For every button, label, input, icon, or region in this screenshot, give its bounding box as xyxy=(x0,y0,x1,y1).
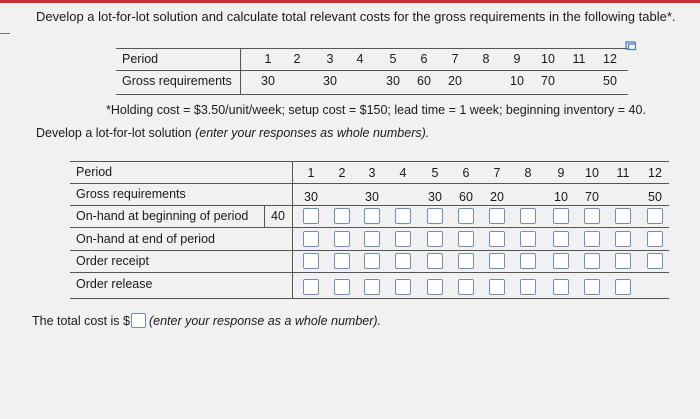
given-period-10: 10 xyxy=(541,52,555,66)
cost-note: *Holding cost = $3.50/unit/week; setup cost = $150; lead time = 1 week; beginning inventory = 40. xyxy=(106,103,646,117)
beginning-inventory-value: 40 xyxy=(271,209,285,223)
given-period-9: 9 xyxy=(513,52,521,66)
on-hand-end-input-9[interactable] xyxy=(553,231,569,247)
answer-period-2: 2 xyxy=(338,166,346,180)
total-cost-line: The total cost is $ (enter your response as a whole number). xyxy=(32,313,382,328)
on-hand-end-input-12[interactable] xyxy=(647,231,663,247)
answer-period-7: 7 xyxy=(493,166,501,180)
on-hand-begin-input-4[interactable] xyxy=(395,208,411,224)
row-label-on-hand-begin: On-hand at beginning of period xyxy=(76,209,249,223)
answer-period-6: 6 xyxy=(462,166,470,180)
answer-gross-1: 30 xyxy=(304,190,318,204)
given-period-4: 4 xyxy=(356,52,364,66)
order-receipt-input-5[interactable] xyxy=(427,253,443,269)
given-period-11: 11 xyxy=(572,52,586,66)
given-gross-7: 20 xyxy=(448,74,462,88)
answer-period-12: 12 xyxy=(648,166,662,180)
given-gross-12: 50 xyxy=(603,74,617,88)
given-gross-9: 10 xyxy=(510,74,524,88)
on-hand-begin-input-9[interactable] xyxy=(553,208,569,224)
given-gross-3: 30 xyxy=(323,74,337,88)
given-gross-label: Gross requirements xyxy=(122,74,232,88)
on-hand-end-input-1[interactable] xyxy=(303,231,319,247)
instruction: Develop a lot-for-lot solution (enter your responses as whole numbers). xyxy=(36,126,430,140)
on-hand-begin-input-10[interactable] xyxy=(584,208,600,224)
on-hand-begin-input-7[interactable] xyxy=(489,208,505,224)
answer-period-8: 8 xyxy=(524,166,532,180)
given-period-7: 7 xyxy=(451,52,459,66)
row-label-period: Period xyxy=(76,165,113,179)
given-gross-5: 30 xyxy=(386,74,400,88)
on-hand-begin-input-8[interactable] xyxy=(520,208,536,224)
row-label-gross: Gross requirements xyxy=(76,187,186,201)
order-receipt-input-2[interactable] xyxy=(334,253,350,269)
order-receipt-input-8[interactable] xyxy=(520,253,536,269)
order-receipt-input-4[interactable] xyxy=(395,253,411,269)
answer-period-9: 9 xyxy=(557,166,565,180)
on-hand-end-input-3[interactable] xyxy=(364,231,380,247)
on-hand-begin-input-3[interactable] xyxy=(364,208,380,224)
top-accent-bar xyxy=(0,0,700,3)
answer-period-5: 5 xyxy=(431,166,439,180)
order-release-input-6[interactable] xyxy=(458,279,474,295)
answer-period-1: 1 xyxy=(307,166,315,180)
given-period-8: 8 xyxy=(482,52,490,66)
side-dash xyxy=(0,33,10,34)
order-release-input-7[interactable] xyxy=(489,279,505,295)
copy-table-icon[interactable] xyxy=(625,41,637,51)
on-hand-begin-input-12[interactable] xyxy=(647,208,663,224)
on-hand-end-input-6[interactable] xyxy=(458,231,474,247)
given-period-12: 12 xyxy=(603,52,617,66)
given-period-6: 6 xyxy=(420,52,428,66)
order-release-input-9[interactable] xyxy=(553,279,569,295)
answer-gross-7: 20 xyxy=(490,190,504,204)
given-gross-1: 30 xyxy=(261,74,275,88)
given-period-3: 3 xyxy=(326,52,334,66)
problem-title: Develop a lot-for-lot solution and calculate total relevant costs for the gross requirements in the following table*. xyxy=(36,9,676,24)
on-hand-end-input-4[interactable] xyxy=(395,231,411,247)
given-gross-6: 60 xyxy=(417,74,431,88)
given-period-5: 5 xyxy=(389,52,397,66)
on-hand-end-input-8[interactable] xyxy=(520,231,536,247)
order-receipt-input-6[interactable] xyxy=(458,253,474,269)
answer-gross-5: 30 xyxy=(428,190,442,204)
answer-gross-12: 50 xyxy=(648,190,662,204)
row-label-order-release: Order release xyxy=(76,277,153,291)
order-release-input-10[interactable] xyxy=(584,279,600,295)
on-hand-end-input-10[interactable] xyxy=(584,231,600,247)
order-receipt-input-7[interactable] xyxy=(489,253,505,269)
answer-period-3: 3 xyxy=(368,166,376,180)
order-release-input-3[interactable] xyxy=(364,279,380,295)
order-release-input-1[interactable] xyxy=(303,279,319,295)
answer-period-10: 10 xyxy=(585,166,599,180)
order-release-input-4[interactable] xyxy=(395,279,411,295)
on-hand-begin-input-1[interactable] xyxy=(303,208,319,224)
order-receipt-input-9[interactable] xyxy=(553,253,569,269)
order-release-input-2[interactable] xyxy=(334,279,350,295)
given-period-label: Period xyxy=(122,52,159,66)
row-label-order-receipt: Order receipt xyxy=(76,254,149,268)
on-hand-end-input-11[interactable] xyxy=(615,231,631,247)
given-period-1: 1 xyxy=(264,52,272,66)
given-gross-10: 70 xyxy=(541,74,555,88)
total-cost-input[interactable] xyxy=(131,313,146,328)
on-hand-end-input-2[interactable] xyxy=(334,231,350,247)
on-hand-begin-input-5[interactable] xyxy=(427,208,443,224)
answer-gross-6: 60 xyxy=(459,190,473,204)
order-receipt-input-12[interactable] xyxy=(647,253,663,269)
order-release-input-8[interactable] xyxy=(520,279,536,295)
on-hand-begin-input-11[interactable] xyxy=(615,208,631,224)
order-receipt-input-11[interactable] xyxy=(615,253,631,269)
on-hand-end-input-7[interactable] xyxy=(489,231,505,247)
order-receipt-input-3[interactable] xyxy=(364,253,380,269)
order-receipt-input-10[interactable] xyxy=(584,253,600,269)
on-hand-begin-input-6[interactable] xyxy=(458,208,474,224)
answer-gross-9: 10 xyxy=(554,190,568,204)
order-receipt-input-1[interactable] xyxy=(303,253,319,269)
answer-gross-3: 30 xyxy=(365,190,379,204)
answer-period-11: 11 xyxy=(616,166,630,180)
on-hand-begin-input-2[interactable] xyxy=(334,208,350,224)
given-period-2: 2 xyxy=(293,52,301,66)
order-release-input-5[interactable] xyxy=(427,279,443,295)
order-release-input-11[interactable] xyxy=(615,279,631,295)
answer-gross-10: 70 xyxy=(585,190,599,204)
answer-period-4: 4 xyxy=(399,166,407,180)
on-hand-end-input-5[interactable] xyxy=(427,231,443,247)
row-label-on-hand-end: On-hand at end of period xyxy=(76,232,215,246)
